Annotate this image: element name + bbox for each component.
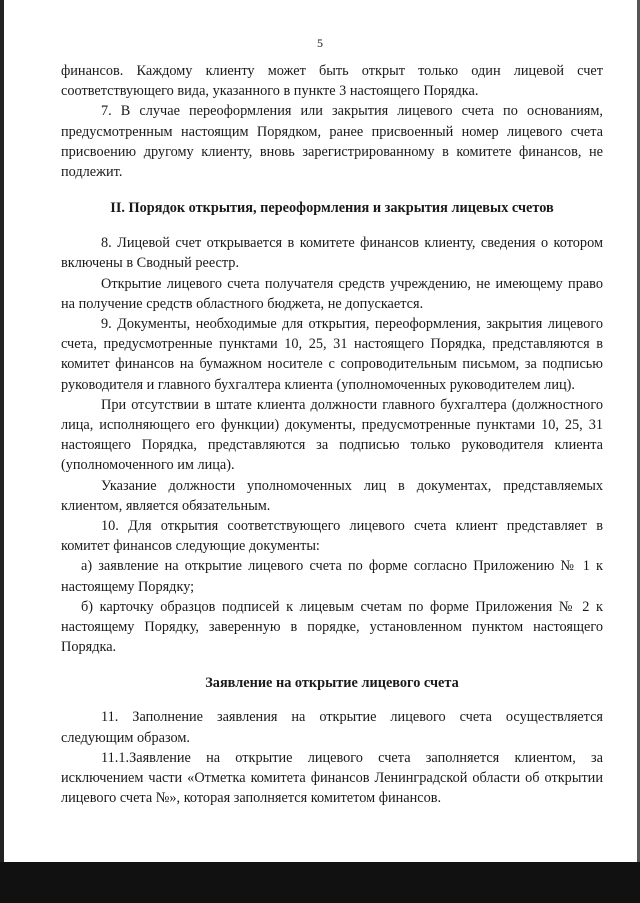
paragraph-9b: При отсутствии в штате клиента должности главного бухгалтера (должностного лица, исполняющего его функции) документы, предусмотренные пунктами 10, 25, 31 настоящего Порядка, представляются за подписью только руководителя клиента (уполномоченного им лица). (61, 396, 603, 474)
scan-bottom-bar (0, 862, 640, 903)
subsection-heading: Заявление на открытие лицевого счета (205, 675, 459, 692)
paragraph-9: 9. Документы, необходимые для открытия, переоформления, закрытия лицевого счета, предусмотренные пунктами 10, 25, 31 настоящего Порядка, представляются в комитет финансов на бумажном носителе с сопроводительным письмом, за подписью руководителя и главного бухгалтера клиента (уполномоченных руководителем лиц). (61, 316, 603, 393)
paragraph-9c: Указание должности уполномоченных лиц в документах, представляемых клиентом, является обязательным. (61, 477, 603, 514)
paragraph-10: 10. Для открытия соответствующего лицевого счета клиент представляет в комитет финансов следующие документы: (61, 518, 603, 555)
section-heading-2: II. Порядок открытия, переоформления и закрытия лицевых счетов (110, 200, 554, 217)
paragraph-11: 11. Заполнение заявления на открытие лицевого счета осуществляется следующим образом. (61, 709, 603, 746)
paragraph-11-1: 11.1.Заявление на открытие лицевого счета заполняется клиентом, за исключением части «Отметка комитета финансов Ленинградской области об открытии лицевого счета №», которая заполняется комитетом финансов. (61, 749, 603, 807)
page-number: 5 (317, 36, 323, 50)
scan-edge-left (0, 0, 4, 862)
paragraph-10a: а) заявление на открытие лицевого счета по форме согласно Приложению № 1 к настоящему Порядку; (61, 558, 603, 595)
paragraph-continued: финансов. Каждому клиенту может быть открыт только один лицевой счет соответствующего вида, указанного в пункте 3 настоящего Порядка. (61, 63, 603, 100)
paragraph-7: 7. В случае переоформления или закрытия лицевого счета по основаниям, предусмотренным настоящим Порядком, ранее присвоенный номер лицевого счета присвоению другому клиенту, вновь зарегистрированному в комитете финансов, не подлежит. (61, 103, 603, 181)
document-body (61, 61, 603, 809)
paragraph-10b: б) карточку образцов подписей к лицевым счетам по форме Приложения № 2 к настоящему Порядку, заверенную в порядке, установленном пунктом настоящего Порядка. (61, 598, 603, 656)
paragraph-8: 8. Лицевой счет открывается в комитете финансов клиенту, сведения о котором включены в Сводный реестр. (61, 235, 603, 272)
paragraph-8b: Открытие лицевого счета получателя средств учреждению, не имеющему право на получение средств областного бюджета, не допускается. (61, 275, 603, 312)
